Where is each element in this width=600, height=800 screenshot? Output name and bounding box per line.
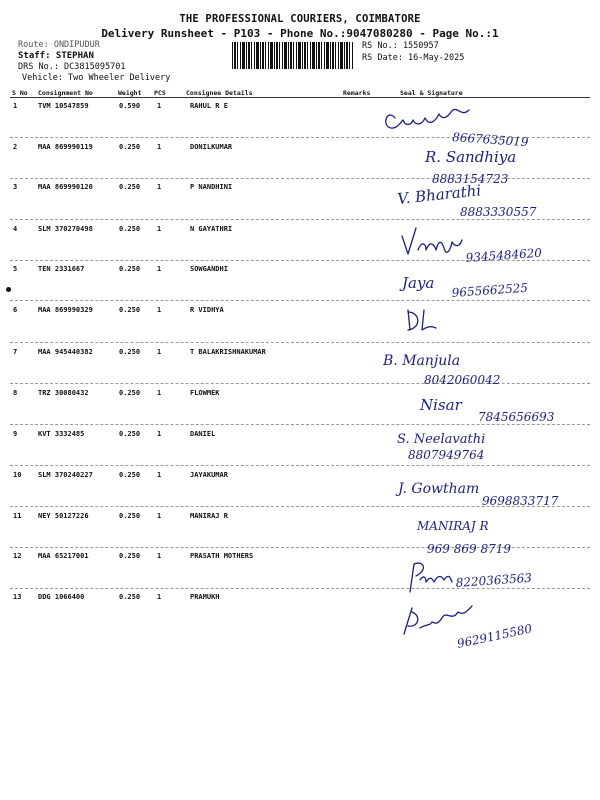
signature-phone-11: 969 869 8719: [427, 542, 511, 556]
col-header-consignee: Consignee Details: [186, 89, 253, 97]
col-header-sno: S No: [12, 89, 28, 97]
row-consignment-no: DDG 1066400: [38, 593, 85, 601]
signature-phone-4: 9345484620: [465, 245, 543, 265]
row-sno: 1: [13, 102, 18, 110]
signature-name-2: R. Sandhiya: [425, 148, 517, 166]
row-sno: 5: [13, 265, 18, 273]
row-weight: 0.250: [119, 225, 141, 233]
rs-date: RS Date: 16-May-2025: [362, 53, 465, 63]
row-consignee: FLOWMEK: [190, 389, 220, 397]
row-sno: 12: [13, 552, 22, 560]
signature-phone-12: 8220363563: [455, 570, 533, 590]
company-title: THE PROFESSIONAL COURIERS, COIMBATORE: [179, 13, 421, 25]
row-consignee: DONILKUMAR: [190, 143, 233, 151]
row-sno: 11: [13, 512, 22, 520]
row-divider: [10, 300, 590, 301]
row-divider: [10, 260, 590, 261]
signature-name-10: J. Gowtham: [398, 481, 480, 497]
row-divider: [10, 424, 590, 425]
row-pcs: 1: [157, 225, 162, 233]
row-pcs: 1: [157, 306, 162, 314]
row-consignment-no: TRZ 30080432: [38, 389, 89, 397]
row-sno: 13: [13, 593, 22, 601]
row-weight: 0.250: [119, 183, 141, 191]
row-consignment-no: MAA 945440382: [38, 348, 93, 356]
rs-number: RS No.: 1550957: [362, 41, 439, 51]
signature-name-3: V. Bharathi: [396, 181, 482, 208]
row-consignment-no: NEY 50127226: [38, 512, 89, 520]
row-consignee: MANIRAJ R: [190, 512, 228, 520]
scan-dot: [6, 287, 11, 292]
row-weight: 0.250: [119, 143, 141, 151]
row-sno: 3: [13, 183, 18, 191]
row-consignee: SOWGANDHI: [190, 265, 228, 273]
signature-phone-10: 9698833717: [482, 494, 559, 508]
row-weight: 0.250: [119, 593, 141, 601]
signature-name-9: S. Neelavathi: [397, 432, 486, 447]
row-pcs: 1: [157, 593, 162, 601]
row-weight: 0.590: [119, 102, 141, 110]
row-pcs: 1: [157, 552, 162, 560]
row-consignee: R VIDHYA: [190, 306, 224, 314]
row-consignment-no: TVM 10547859: [38, 102, 89, 110]
row-divider: [10, 342, 590, 343]
signature-phone-1: 8667635019: [451, 130, 529, 150]
row-consignee: DANIEL: [190, 430, 216, 438]
row-divider: [10, 383, 590, 384]
row-consignee: JAYAKUMAR: [190, 471, 228, 479]
row-consignment-no: MAA 869990120: [38, 183, 93, 191]
row-weight: 0.250: [119, 471, 141, 479]
row-pcs: 1: [157, 389, 162, 397]
row-divider: [10, 506, 590, 507]
header-divider: [10, 97, 590, 98]
signature-scribble-13: [404, 606, 472, 634]
signature-name-8: Nisar: [420, 396, 462, 414]
row-consignee: N GAYATHRI: [190, 225, 233, 233]
signature-name-7: B. Manjula: [383, 353, 461, 369]
row-divider: [10, 137, 590, 138]
signature-name-5: Jaya: [402, 274, 435, 292]
row-pcs: 1: [157, 512, 162, 520]
drs-number: DRS No.: DC3815095701: [18, 62, 126, 72]
row-consignee: RAHUL R E: [190, 102, 228, 110]
signature-phone-8: 7845656693: [478, 410, 555, 424]
row-divider: [10, 588, 590, 589]
row-pcs: 1: [157, 102, 162, 110]
row-weight: 0.250: [119, 348, 141, 356]
row-weight: 0.250: [119, 512, 141, 520]
vehicle-type: Vehicle: Two Wheeler Delivery: [22, 73, 171, 83]
row-consignment-no: KVT 3332485: [38, 430, 85, 438]
runsheet-subtitle: Delivery Runsheet - P103 - Phone No.:9047080280 - Page No.:1: [101, 27, 499, 40]
row-divider: [10, 178, 590, 179]
staff-label: Staff: STEPHAN: [18, 51, 94, 61]
row-sno: 9: [13, 430, 18, 438]
col-header-seal: Seal & Signature: [400, 89, 463, 97]
row-pcs: 1: [157, 471, 162, 479]
barcode-image: [232, 42, 354, 69]
row-weight: 0.250: [119, 430, 141, 438]
row-consignee: PRASATH MOTHERS: [190, 552, 254, 560]
route-label: Route: ONDIPUDUR: [18, 40, 100, 50]
row-pcs: 1: [157, 183, 162, 191]
row-pcs: 1: [157, 348, 162, 356]
row-divider: [10, 547, 590, 548]
col-header-pcs: PCS: [154, 89, 166, 97]
col-header-consignment: Consignment No: [38, 89, 93, 97]
signature-phone-5: 9655662525: [451, 280, 529, 300]
row-pcs: 1: [157, 143, 162, 151]
col-header-weight: Weight: [118, 89, 142, 97]
row-consignment-no: TEN 2331667: [38, 265, 85, 273]
row-pcs: 1: [157, 265, 162, 273]
row-divider: [10, 219, 590, 220]
signature-phone-3: 8883330557: [460, 205, 537, 219]
signature-phone-9: 8807949764: [408, 448, 485, 462]
row-weight: 0.250: [119, 389, 141, 397]
signature-phone-13: 9629115580: [455, 621, 534, 651]
signature-scribble-4: [402, 228, 462, 254]
signature-scribble-6: [408, 310, 436, 330]
row-pcs: 1: [157, 430, 162, 438]
row-consignment-no: MAA 869990329: [38, 306, 93, 314]
row-weight: 0.250: [119, 552, 141, 560]
row-consignment-no: MAA 65217001: [38, 552, 89, 560]
row-sno: 7: [13, 348, 18, 356]
row-consignment-no: MAA 869990119: [38, 143, 93, 151]
row-consignment-no: SLM 370270498: [38, 225, 93, 233]
row-consignee: PRAMUKH: [190, 593, 220, 601]
row-divider: [10, 465, 590, 466]
row-consignee: P NANDHINI: [190, 183, 233, 191]
row-weight: 0.250: [119, 265, 141, 273]
col-header-remarks: Remarks: [343, 89, 371, 97]
signature-scribble-1: [386, 109, 469, 128]
row-consignment-no: SLM 370240227: [38, 471, 93, 479]
row-consignee: T BALAKRISHNAKUMAR: [190, 348, 266, 356]
signature-phone-7: 8042060042: [424, 373, 501, 387]
row-sno: 4: [13, 225, 18, 233]
row-sno: 8: [13, 389, 18, 397]
row-sno: 10: [13, 471, 22, 479]
signature-phone-2: 8883154723: [432, 172, 509, 186]
row-sno: 2: [13, 143, 18, 151]
row-sno: 6: [13, 306, 18, 314]
row-weight: 0.250: [119, 306, 141, 314]
signature-name-11: MANIRAJ R: [417, 519, 489, 533]
